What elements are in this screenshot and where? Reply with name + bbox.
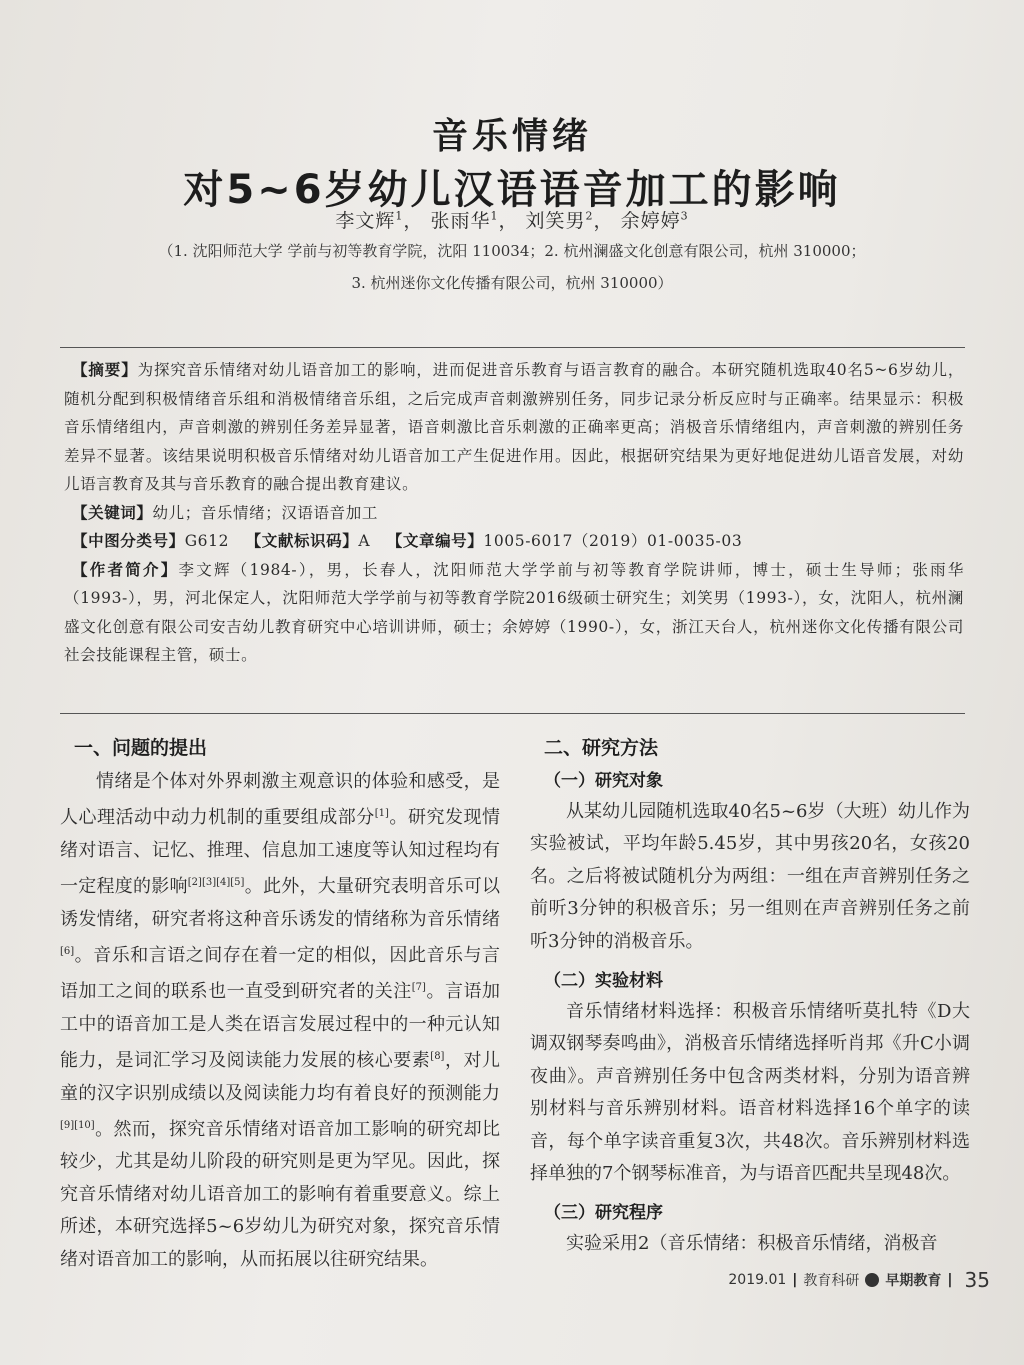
citation: [9][10] [60, 1120, 95, 1132]
abstract-paragraph [64, 356, 964, 499]
top-divider [60, 347, 965, 348]
citation: [7] [411, 982, 426, 994]
journal-logo-icon [865, 1273, 879, 1287]
author-affiliation-mark: 1 [395, 209, 404, 223]
citation: [2][3][4][5] [187, 877, 245, 889]
body-text: ，对儿童的汉字识别成绩以及阅读能力均有着良好的预测能力 [60, 1050, 501, 1104]
clc-value: G612 [184, 532, 230, 550]
subsection-3-heading: （三）研究程序 [544, 1203, 663, 1224]
article-number-value: 1005-6017（2019）01-0035-03 [483, 532, 743, 550]
body-text: 。音乐和言语之间存在着一定的相似，因此音乐与言语加工之间的联系也一直受到研究者的关注 [60, 945, 500, 1003]
subsection-1-heading: （一）研究对象 [544, 771, 663, 791]
subsection-3-paragraph: 实验采用2（音乐情绪：积极音乐情绪，消极音 [566, 1233, 938, 1255]
body-text: 情绪是个体对外界刺激主观意识的体验和感受，是人心理活动中动力机制的重要组成部分 [60, 771, 500, 829]
title-line-2: 对5~6岁幼儿汉语语音加工的影响 [183, 167, 841, 213]
body-text: 。言语加工中的语音加工是人类在语言发展过程中的一种元认知能力，是词汇学习及阅读能力发展的核心要素 [60, 981, 501, 1072]
journal-name: 教育科研 [803, 1273, 860, 1289]
affiliation-line-1: （1. 沈阳师范大学 学前与初等教育学院，沈阳 110034；2. 杭州澜盛文化创意有限公司，杭州 310000； [158, 242, 866, 260]
keywords-paragraph [64, 499, 964, 528]
section-1-paragraph [60, 766, 500, 1276]
author-affiliation-mark: 3 [680, 209, 689, 223]
column-brand: 早期教育 [885, 1273, 942, 1289]
clc-label: 【中图分类号】 [72, 532, 185, 550]
author-name: 李文辉 [335, 210, 396, 232]
author-list: 李文辉$^1$， 张雨华$^1$， 刘笑男$^2$， 余婷婷$^3$ [335, 209, 689, 232]
affiliation-line-2: 3. 杭州迷你文化传播有限公司，杭州 310000） [351, 274, 673, 292]
subsection-2-paragraph: 音乐情绪材料选择：积极音乐情绪听莫扎特《D大调双钢琴奏鸣曲》，消极音乐情绪选择听肖邦《升C小调夜曲》。声音辨别任务中包含两类材料，分别为语音辨别材料与音乐辨别材料。语音材料选择16个单字的读音，每个单字读音重复3次，共48次。音乐辨别材料选择单独的7个钢琴标准音，为与语音匹配共呈现48次。 [530, 1001, 970, 1185]
author-affiliation-mark: 1 [490, 209, 499, 223]
abstract-label: 【摘要】 [72, 361, 138, 379]
bottom-divider [60, 713, 965, 714]
keywords-label: 【关键词】 [72, 503, 153, 522]
abstract-block [64, 356, 964, 670]
bio-paragraph [64, 556, 964, 670]
citation: [1] [374, 808, 389, 820]
subsection-1-paragraph: 从某幼儿园随机选取40名5~6岁（大班）幼儿作为实验被试，平均年龄5.45岁，其中男孩20名，女孩20名。之后将被试随机分为两组：一组在声音辨别任务之前听3分钟的积极音乐；另一组则在声音辨别任务之前听3分钟的消极音乐。 [530, 801, 970, 952]
section-2-heading: 二、研究方法 [544, 737, 659, 759]
footer-separator: | [792, 1272, 798, 1288]
citation: [6] [60, 946, 75, 958]
bio-text: 李文辉（1984-），男，长春人，沈阳师范大学学前与初等教育学院讲师，博士，硕士生导师；张雨华（1993-），男，河北保定人，沈阳师范大学学前与初等教育学院2016级硕士研究生；刘笑男（1993-），女，沈阳人，杭州澜盛文化创意有限公司安吉幼儿教育研究中心培训讲师，硕士；余婷婷（1990-），女，浙江天台人，杭州迷你文化传播有限公司社会技能课程主管，硕士。 [64, 560, 964, 664]
abstract-text: 为探究音乐情绪对幼儿语音加工的影响，进而促进音乐教育与语言教育的融合。本研究随机选取40名5~6岁幼儿，随机分配到积极情绪音乐组和消极情绪音乐组，之后完成声音刺激辨别任务，同步记录分析反应时与正确率。结果显示：积极音乐情绪组内，声音刺激的辨别任务差异显著，语音刺激比音乐刺激的正确率更高；消极音乐情绪组内，声音刺激的辨别任务差异不显著。该结果说明积极音乐情绪对幼儿语音加工产生促进作用。因此，根据研究结果为更好地促进幼儿语音发展，对幼儿语言教育及其与音乐教育的融合提出教育建议。 [64, 361, 964, 493]
page-footer [728, 1268, 990, 1292]
right-column [530, 730, 970, 1261]
left-column [60, 730, 500, 1276]
title-line-1: 音乐情绪 [431, 116, 592, 157]
classification-paragraph [64, 527, 964, 556]
doc-code-label: 【文献标识码】 [245, 532, 359, 550]
body-text: 。然而，探究音乐情绪对语音加工影响的研究却比较少，尤其是幼儿阶段的研究则是更为罕见。因此，探究音乐情绪对幼儿语音加工的影响有着重要意义。综上所述，本研究选择5~6岁幼儿为研究对象，探究音乐情绪对语音加工的影响，从而拓展以往研究结果。 [60, 1119, 500, 1270]
author-name: 余婷婷 [620, 210, 681, 232]
citation: [8] [430, 1051, 445, 1063]
keywords-text: 幼儿；音乐情绪；汉语语音加工 [152, 503, 378, 522]
author-name: 刘笑男 [525, 210, 586, 232]
subsection-2-heading: （二）实验材料 [544, 971, 663, 992]
issue-date: 2019.01 [728, 1272, 787, 1288]
body-text: 。研究发现情绪对语言、记忆、推理、信息加工速度等认知过程均有一定程度的影响 [60, 807, 501, 898]
section-1-heading: 一、问题的提出 [74, 737, 208, 759]
footer-separator: | [947, 1272, 953, 1288]
page-number: 35 [964, 1268, 990, 1292]
doc-code-value: A [358, 532, 371, 550]
author-affiliation-mark: 2 [585, 209, 594, 223]
article-number-label: 【文章编号】 [386, 532, 484, 550]
author-name: 张雨华 [430, 210, 491, 232]
body-text: 。此外，大量研究表明音乐可以诱发情绪，研究者将这种音乐诱发的情绪称为音乐情绪 [60, 876, 501, 930]
bio-label: 【作者简介】 [72, 560, 179, 579]
